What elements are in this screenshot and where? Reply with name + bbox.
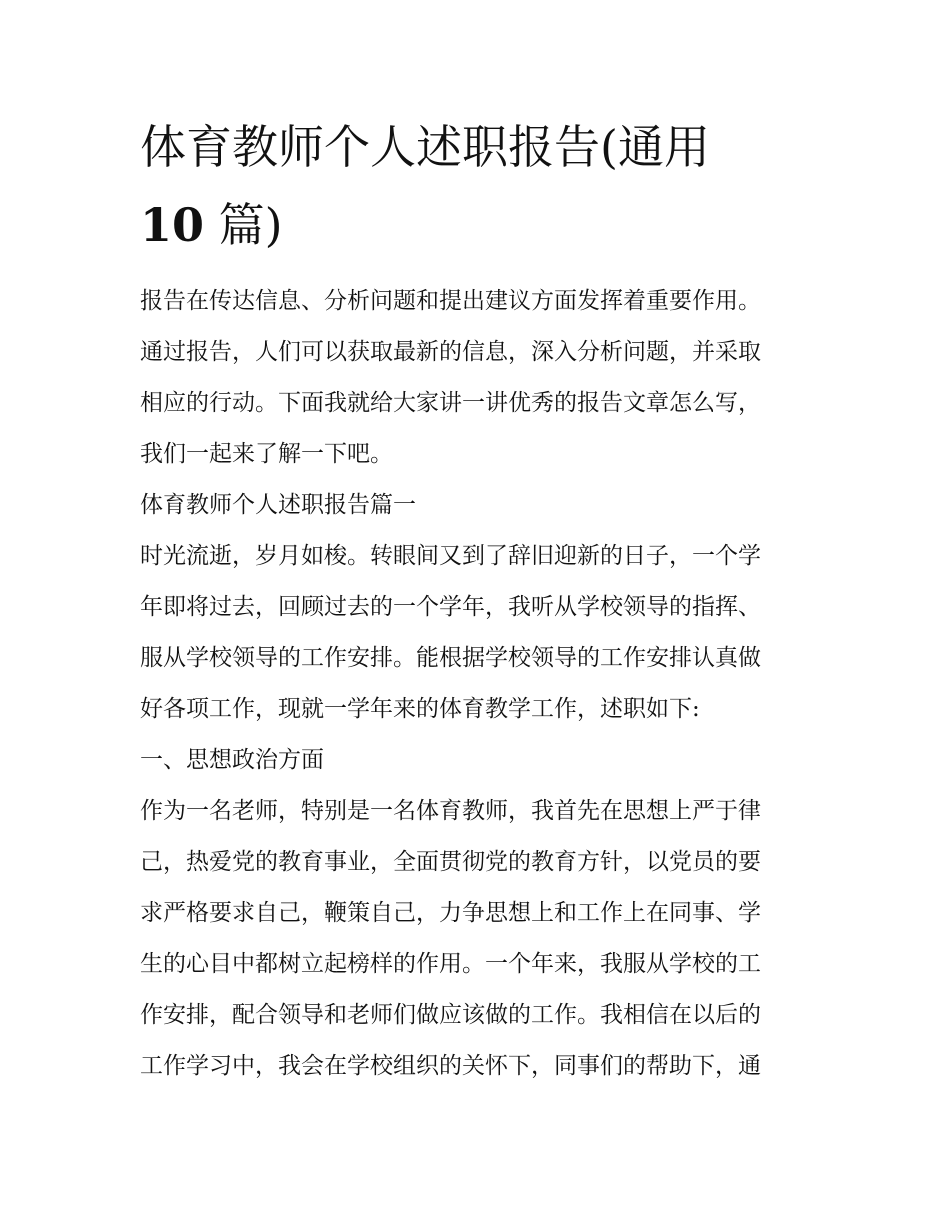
title-number: 10 xyxy=(140,198,205,252)
paragraph-1-line-4: 好各项工作，现就一学年来的体育教学工作，述职如下: xyxy=(140,696,700,722)
paragraph-2-line-3: 求严格要求自己，鞭策自己，力争思想上和工作上在同事、学 xyxy=(140,900,761,926)
intro-line-1: 报告在传达信息、分析问题和提出建议方面发挥着重要作用。 xyxy=(140,288,761,314)
paragraph-2-line-5: 作安排，配合领导和老师们做应该做的工作。我相信在以后的 xyxy=(140,1002,761,1028)
intro-line-3: 相应的行动。下面我就给大家讲一讲优秀的报告文章怎么写， xyxy=(140,390,761,416)
intro-line-4: 我们一起来了解一下吧。 xyxy=(140,441,393,467)
title-line-2 xyxy=(140,186,812,264)
document-content xyxy=(140,108,812,1092)
paragraph-2-line-6: 工作学习中，我会在学校组织的关怀下，同事们的帮助下，通 xyxy=(140,1053,761,1079)
paragraph-2-line-2: 己，热爱党的教育事业，全面贯彻党的教育方针，以党员的要 xyxy=(140,849,761,875)
title-line-1: 体育教师个人述职报告(通用 xyxy=(140,120,710,174)
section-heading-1: 体育教师个人述职报告篇一 xyxy=(140,492,416,518)
paragraph-1-line-1: 时光流逝，岁月如梭。转眼间又到了辞旧迎新的日子，一个学 xyxy=(140,543,761,569)
paragraph-2-line-1: 作为一名老师，特别是一名体育教师，我首先在思想上严于律 xyxy=(140,798,761,824)
subsection-heading-1: 一、思想政治方面 xyxy=(140,747,324,773)
title-suffix: 篇) xyxy=(218,198,283,252)
document-title xyxy=(140,108,812,264)
intro-line-2: 通过报告，人们可以获取最新的信息，深入分析问题，并采取 xyxy=(140,339,761,365)
paragraph-2-line-4: 生的心目中都树立起榜样的作用。一个年来，我服从学校的工 xyxy=(140,951,761,977)
paragraph-1-line-3: 服从学校领导的工作安排。能根据学校领导的工作安排认真做 xyxy=(140,645,761,671)
document-body xyxy=(140,276,812,1092)
paragraph-1-line-2: 年即将过去，回顾过去的一个学年，我听从学校领导的指挥、 xyxy=(140,594,761,620)
